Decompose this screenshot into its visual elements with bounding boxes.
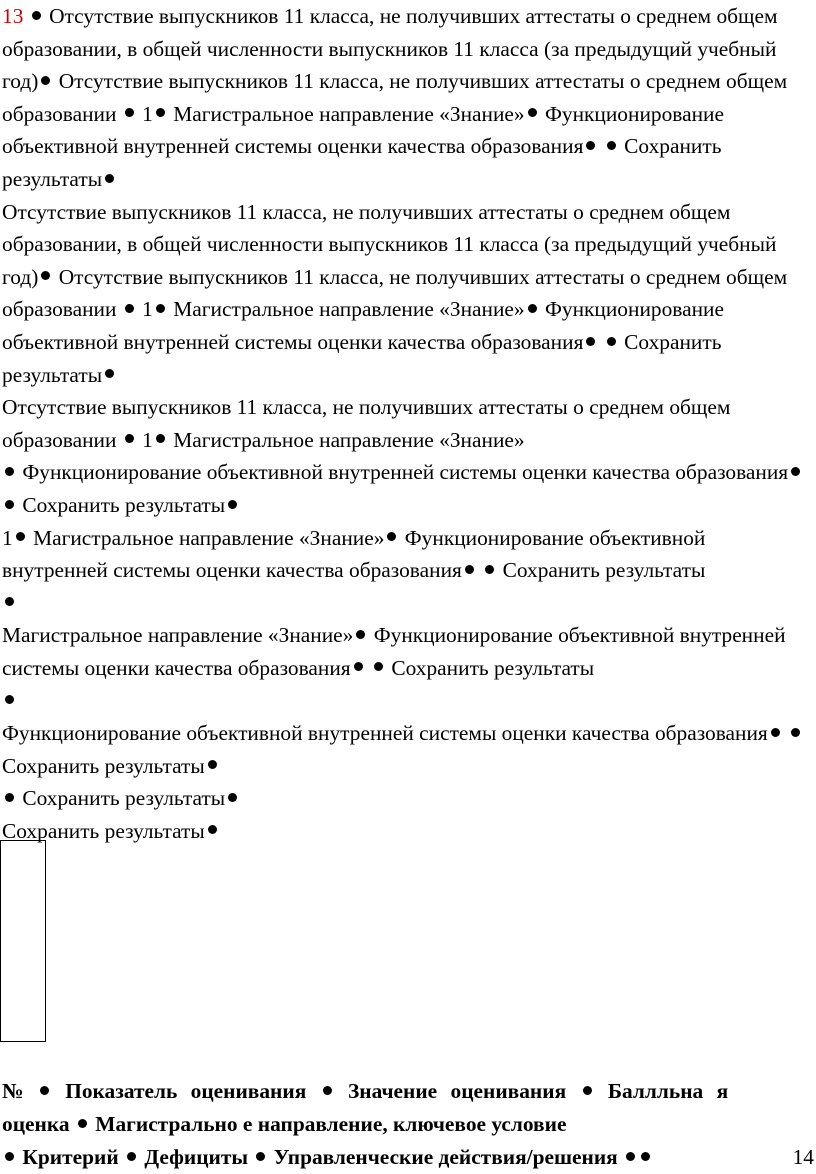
bullet-icon [356,630,365,639]
bullet-icon [208,825,217,834]
text: Сохранить результаты [2,753,205,778]
text: Функционирование объективной внутренней [2,297,724,354]
text: получивших аттестаты о среднем общем образовании [2,264,788,322]
bullet-icon [256,1152,265,1161]
paragraph-1 [2,0,814,196]
text: Магистральное направление «Знание» [2,623,354,648]
bullet-icon [387,532,396,541]
bullet-icon [528,304,537,313]
text: получивших аттестаты о среднем общем образовании [2,69,788,126]
bullet-icon [791,467,800,476]
paragraph-5 [2,619,814,717]
bullet-icon [228,500,237,509]
bullet-icon [127,1152,136,1161]
header-line-3 [2,1141,814,1174]
text: Функционирование объективной внутренней [2,101,724,159]
bullet-icon [32,11,41,20]
bullet-icon [156,108,165,117]
bullet-icon [5,467,14,476]
bullet-icon [791,728,800,737]
text: Сохранить результаты [2,329,722,387]
bullet-icon [16,532,25,541]
text: 1 [142,297,153,322]
bullet-icon [583,1086,592,1095]
text: внутренней системы оценки качества образования [2,558,462,583]
col-criterion: Критерий [22,1145,119,1169]
bullet-icon [354,662,363,671]
paragraph-6 [2,717,814,782]
bullet-icon [586,337,595,346]
bullet-icon [607,141,616,150]
text: Магистральное направление «Знание» [173,427,525,452]
text: Отсутствие выпускников 11 класса, не получивших аттестаты о среднем [2,395,664,420]
text: Функционирование объективной внутренней системы оценки качества [2,721,650,746]
bullet-icon [465,565,474,574]
text: Функционирование объективной внутренней системы оценки качества [22,460,670,485]
bullet-icon [156,434,165,443]
text: направление «Знание» [319,297,525,322]
text: Магистральное направление «Знание» [33,525,385,550]
paragraph-3 [2,391,814,521]
text: направление «Знание» [319,101,525,126]
text: предыдущий учебный год) [2,232,777,289]
col-score: Баллльна я [607,1079,729,1103]
text: Отсутствие выпускников 11 класса, не получивших аттестаты о среднем [2,199,664,224]
bullet-icon [374,662,383,671]
bullet-icon [485,565,494,574]
bullet-icon [125,108,134,117]
bullet-icon [5,500,14,509]
bullet-icon [156,304,165,313]
text: общем образовании, в общей численности выпускников 11 класса (за [2,4,778,61]
page-number-top: 13 [2,4,24,28]
text: Сохранить результаты [2,818,205,843]
bullet-icon [586,141,595,150]
text: Отсутствие выпускников 11 класса, не [58,264,411,289]
bullet-icon [5,793,14,802]
col-indicator: Показатель оценивания [65,1079,307,1103]
text: Сохранить результаты [22,492,226,517]
text: Сохранить результаты [502,558,706,583]
text: Отсутствие выпускников 11 класса, не получивших аттестаты о среднем [49,4,712,28]
bullet-icon [105,369,114,378]
paragraph-2 [2,196,814,392]
paragraph-8 [2,815,814,848]
bullet-icon [125,304,134,313]
text: системы оценки качества образования [234,134,584,159]
text: 1 [142,427,153,452]
bullet-icon [41,76,50,85]
document-body [2,0,814,847]
bullet-icon [5,597,14,606]
page-number-bottom: 14 [792,1145,814,1169]
bullet-icon [125,434,134,443]
text: Сохранить результаты [2,134,722,191]
text: Сохранить результаты [22,786,226,811]
col-direction: Магистрально е направление, ключевое условие [95,1112,567,1136]
col-number: № [2,1079,24,1103]
text: системы оценки качества образования [234,329,584,354]
text: Отсутствие выпускников 11 класса, не [58,69,411,94]
text: общем образовании, в общей численности выпускников 11 класса (за [2,199,731,257]
text: внутренней системы оценки качества образования [2,623,786,680]
text: предыдущий учебный год) [2,36,777,94]
header-line-1 [2,1075,814,1108]
col-deficits: Дефициты [144,1145,249,1169]
paragraph-4 [2,522,814,620]
bullet-icon [323,1086,332,1095]
bullet-icon [641,1152,650,1161]
bullet-icon [5,1152,14,1161]
bullet-icon [5,695,14,704]
bullet-icon [528,108,537,117]
text: Магистральное [173,297,314,322]
bullet-icon [607,337,616,346]
text: Сохранить результаты [391,655,595,680]
bullet-icon [208,760,217,769]
bullet-icon [40,1086,49,1095]
text: образования [675,460,789,485]
paragraph-7 [2,782,814,815]
header-line-2 [2,1108,814,1141]
table-header [2,1075,814,1174]
bullet-icon [771,728,780,737]
col-actions: Управленческие действия/решения [273,1145,618,1169]
col-value: Значение оценивания [348,1079,567,1103]
text: 1 [2,525,13,550]
text: Функционирование объективной [404,525,706,550]
text: Магистральное [173,101,314,126]
empty-frame [0,840,46,1042]
text: общем образовании [2,395,731,452]
text: Функционирование объективной [373,623,675,648]
text: образования [654,721,768,746]
bullet-icon [41,271,50,280]
bullet-icon [228,793,237,802]
bullet-icon [105,174,114,183]
bullet-icon [78,1119,87,1128]
bullet-icon [626,1152,635,1161]
text: 1 [142,101,153,126]
col-score-cont: оценка [2,1112,70,1136]
